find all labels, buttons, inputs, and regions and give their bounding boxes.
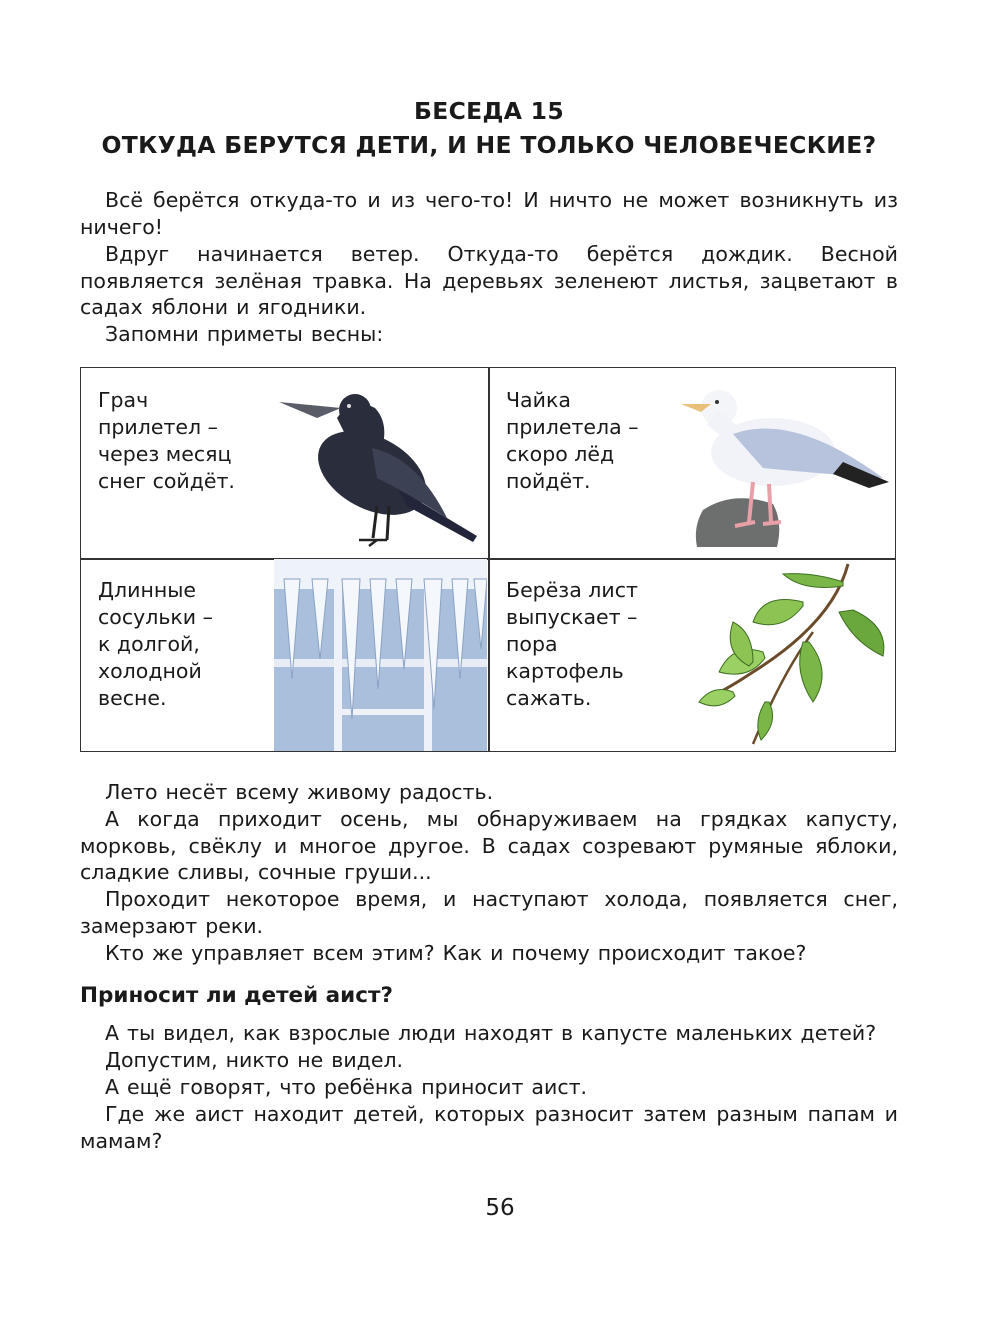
spring-signs-table [80, 367, 896, 752]
page-number: 56 [485, 1195, 515, 1221]
section-heading: Приносит ли детей аист? [80, 983, 393, 1008]
stork-paragraph-1: А ты видел, как взрослые люди находят в капусте маленьких детей? [105, 1021, 877, 1045]
seagull-icon [673, 382, 895, 550]
chapter-title: ОТКУДА БЕРУТСЯ ДЕТИ, И НЕ ТОЛЬКО ЧЕЛОВЕЧЕСКИЕ? [101, 131, 877, 159]
paragraph-winter: Проходит некоторое время, и наступают холода, появляется снег, замерзают реки. [80, 887, 898, 938]
stork-paragraph-3: А ещё говорят, что ребёнка приносит аист. [105, 1075, 588, 1099]
paragraph-autumn: А когда приходит осень, мы обнаруживаем на грядках капусту, морковь, свёклу и многое другое. В садах созревают румяные яблоки, сладкие сливы, сочные груши... [80, 807, 898, 885]
intro-paragraph-1: Всё берётся откуда-то и из чего-то! И ничто не может возникнуть из ничего! [80, 188, 898, 239]
sign-icicles-text: Длинные сосульки – к долгой, холодной весне. [98, 578, 213, 710]
chapter-number: БЕСЕДА 15 [414, 97, 564, 125]
paragraph-question: Кто же управляет всем этим? Как и почему происходит такое? [105, 941, 807, 965]
stork-paragraph-4: Где же аист находит детей, которых разносит затем разным папам и мамам? [80, 1102, 898, 1153]
sign-birch-text: Берёза лист выпускает – пора картофель сажать. [506, 578, 638, 710]
sign-rook-text: Грач прилетел – через месяц снег сойдёт. [98, 388, 235, 493]
sign-seagull-text: Чайка прилетела – скоро лёд пойдёт. [506, 388, 639, 493]
icicles-icon [274, 559, 487, 751]
intro-paragraph-2: Вдруг начинается ветер. Откуда-то берётся дождик. Весной появляется зелёная травка. На деревьях зеленеют листья, зацветают в садах яблони и ягодники. [80, 242, 898, 320]
intro-paragraph-3: Запомни приметы весны: [105, 322, 384, 346]
rook-icon [277, 378, 483, 550]
birch-branch-icon [693, 562, 893, 748]
stork-paragraph-2: Допустим, никто не видел. [105, 1048, 404, 1072]
paragraph-summer: Лето несёт всему живому радость. [105, 780, 494, 804]
